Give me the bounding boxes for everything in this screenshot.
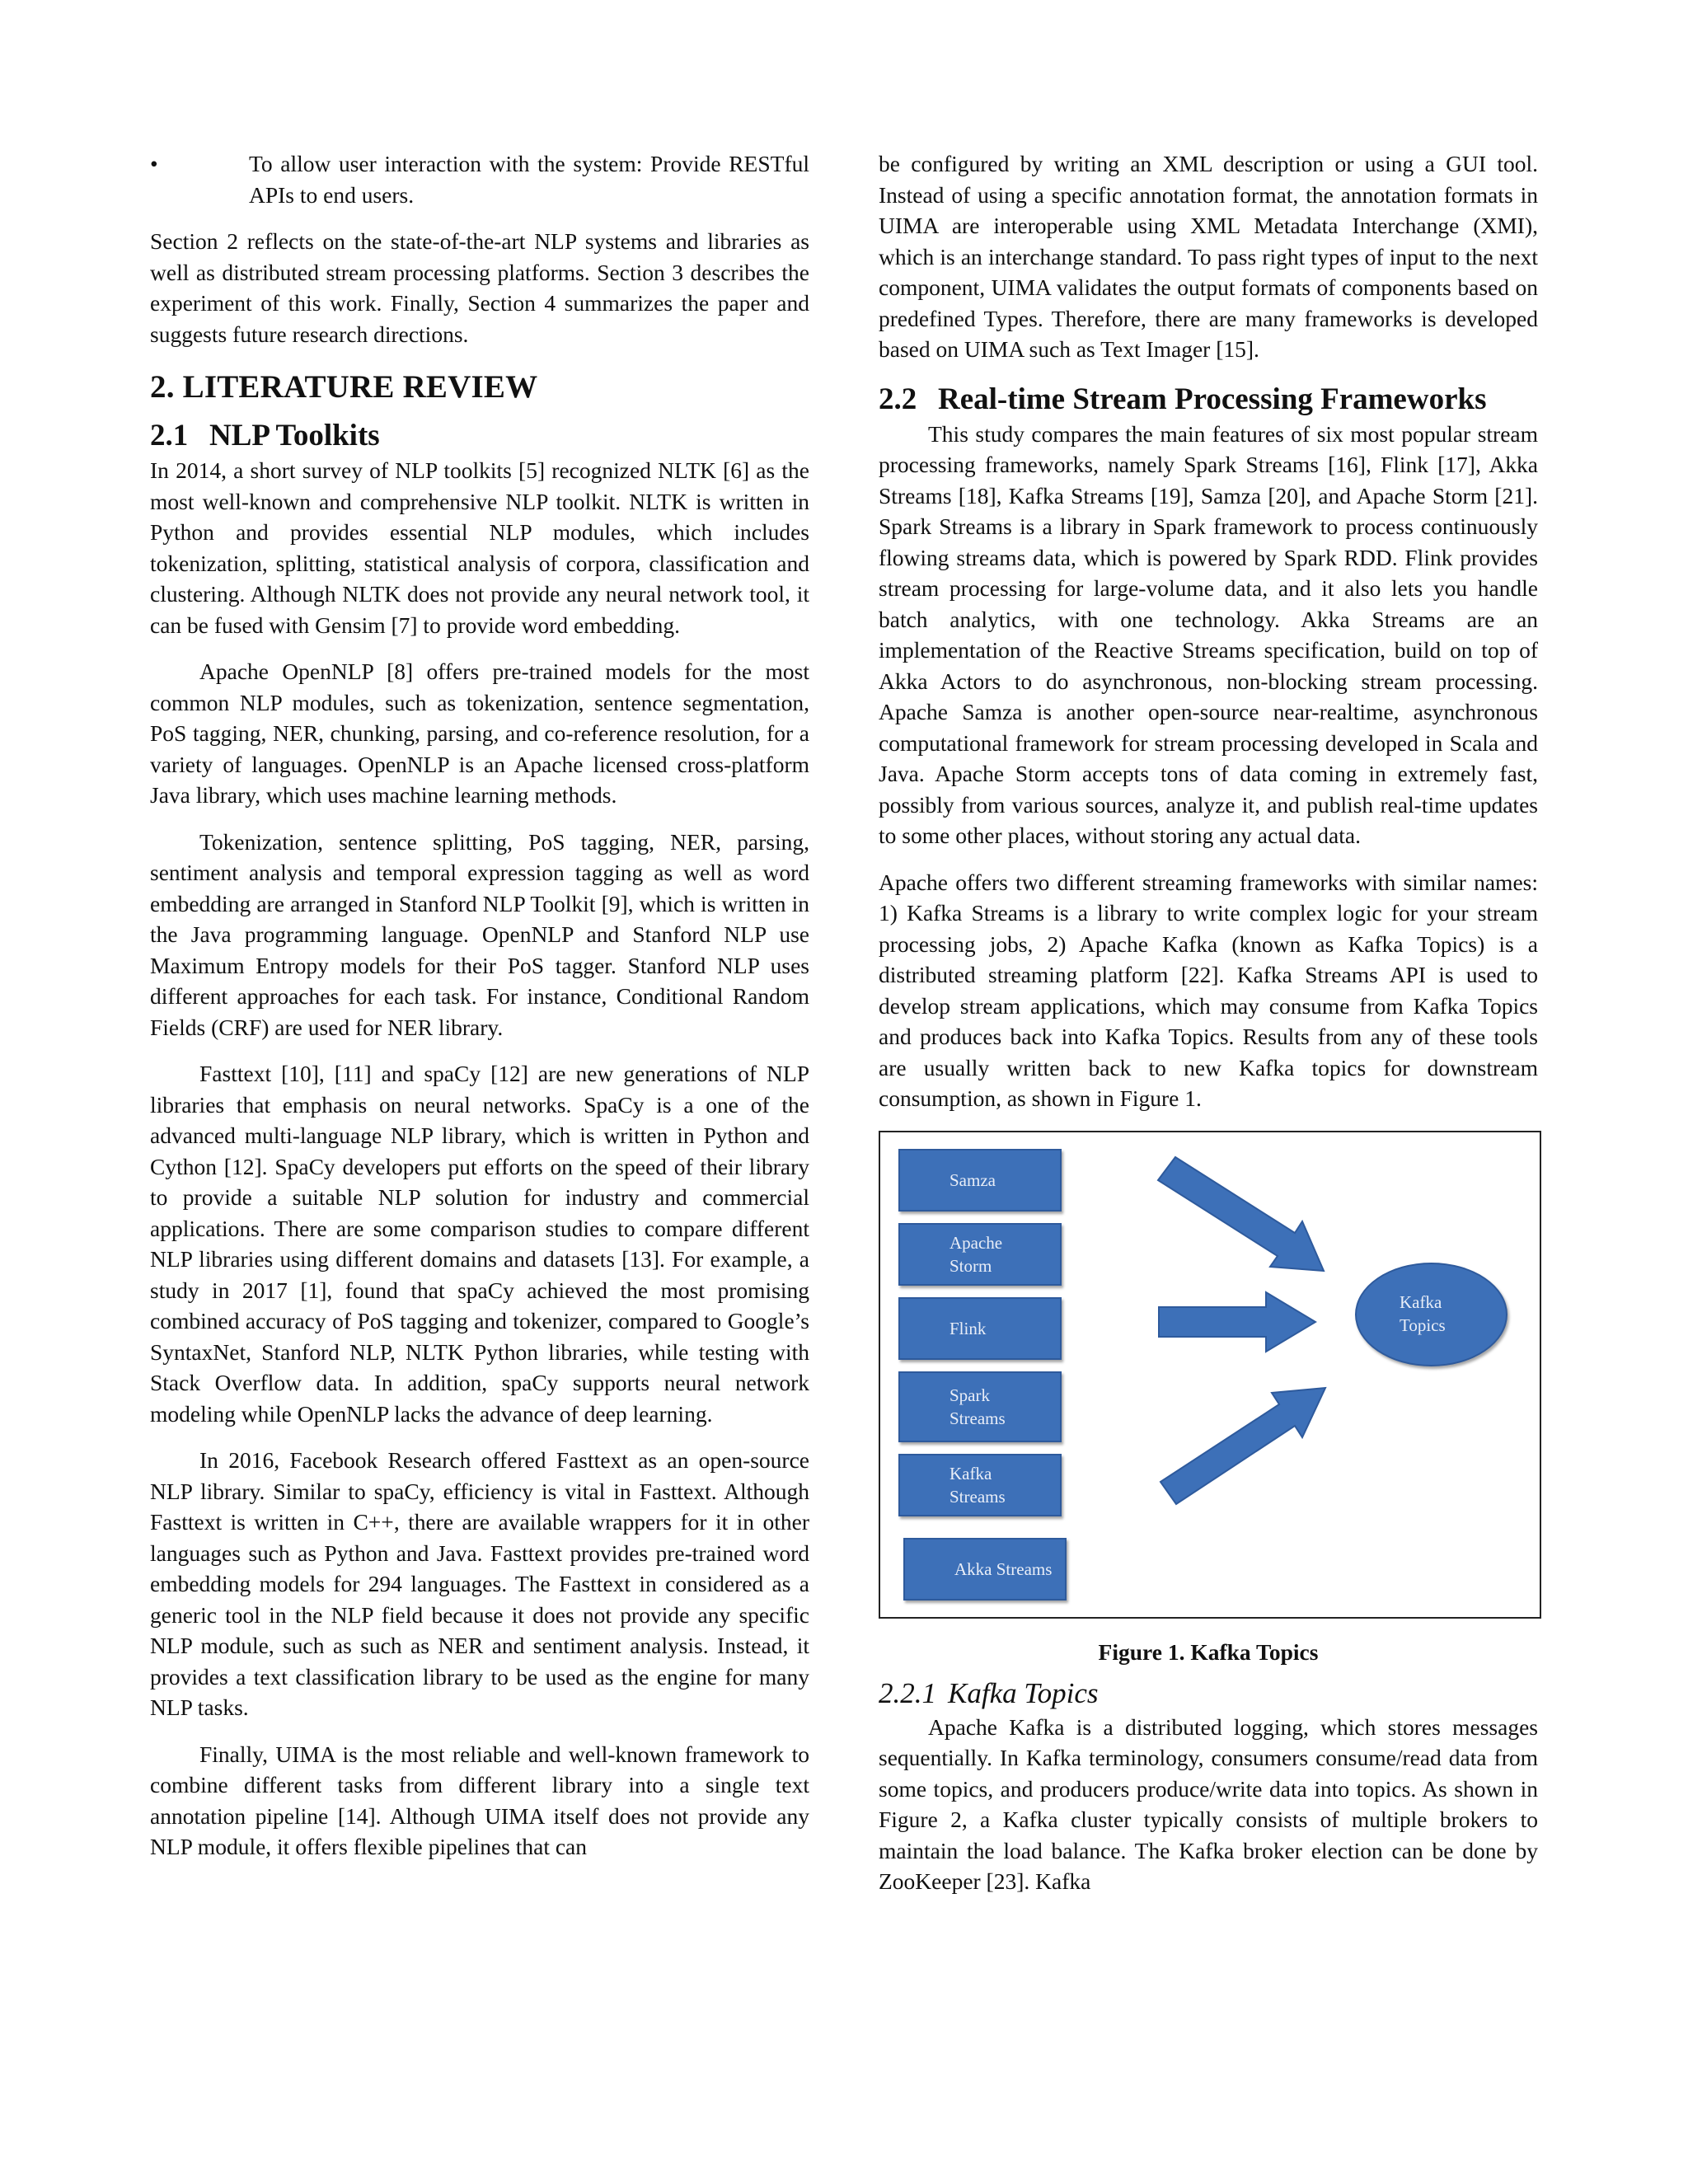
arrows xyxy=(880,1132,1543,1620)
bullet-symbol: • xyxy=(150,151,158,176)
arrow-right xyxy=(1159,1292,1315,1352)
box-apache-storm: Apache Storm xyxy=(898,1223,1062,1286)
bullet-item xyxy=(150,148,809,210)
paragraph-apache-kafka: Apache Kafka is a distributed logging, which stores messages sequentially. In Kafka terminology, consumers consume/read data from some topics, and producers produce/write data into topics. As shown in Figure 2, a Kafka cluster typically consists of multiple brokers to maintain the load balance. The Kafka broker election can be done by ZooKeeper [23]. Kafka xyxy=(879,1713,1538,1894)
ellipse-kafka-topics: Kafka Topics xyxy=(1355,1263,1507,1366)
subsection-heading-stream-frameworks xyxy=(879,381,1538,419)
paragraph-facebook-fasttext: In 2016, Facebook Research offered Fasttext as an open-source NLP library. Similar to spaCy, efficiency is vital in Fasttext. Although Fasttext is written in C++, there are available wrappers for it in other languages such as Python and Java. Fasttext provides pre-trained word embedding models for 294 languages. The Fasttext in considered as a generic tool in the NLP field because it does not provide any specific NLP module, such as such as NER and sentiment analysis. Instead, it provides a text classification library to be used as the engine for many NLP tasks. xyxy=(150,1447,809,1720)
paragraph-nltk: In 2014, a short survey of NLP toolkits [5] recognized NLTK [6] as the most well-known and comprehensive NLP toolkit. NLTK is written in Python and provides essential NLP modules, which includes tokenization, splitting, statistical analysis of corpora, classification and clustering. Although NLTK does not provide any neural network tool, it can be fused with Gensim [7] to provide word embedding. xyxy=(150,457,809,638)
subsection-number: 2.2 xyxy=(879,382,917,416)
section-heading xyxy=(150,368,809,407)
right-column xyxy=(879,148,1538,1897)
box-spark-streams: Spark Streams xyxy=(898,1371,1062,1442)
box-flink: Flink xyxy=(898,1297,1062,1360)
paragraph-stanford-nlp: Tokenization, sentence splitting, PoS tagging, NER, parsing, sentiment analysis and temporal expression tagging as well as word embedding are arranged in Stanford NLP Toolkit [9], which is written in the Java programming language. OpenNLP and Stanford NLP use Maximum Entropy models for their PoS tagger. Stanford NLP uses different approaches for each task. For instance, Conditional Random Fields (CRF) are used for NER library. xyxy=(150,828,809,1040)
arrow-up-right xyxy=(1160,1388,1325,1504)
paragraph-opennlp: Apache OpenNLP [8] offers pre-trained models for the most common NLP modules, such as tokenization, sentence segmentation, PoS tagging, NER, chunking, parsing, and co-reference resolution, for a variety of languages. OpenNLP is an Apache licensed cross-platform Java library, which uses machine learning methods. xyxy=(150,658,809,808)
box-kafka-streams: Kafka Streams xyxy=(898,1454,1062,1516)
subsection-number: 2.1 xyxy=(150,419,189,452)
paragraph-stream-frameworks: This study compares the main features of six most popular stream processing frameworks, namely Spark Streams [16], Flink [17], Akka Streams [18], Kafka Streams [19], Samza [20], and Apache Storm [21]. Spark Streams is a library in Spark framework to process continuously flowing streams data, which is powered by Spark RDD. Flink provides stream processing for large-volume data, and it also lets you handle batch analytics, with one technology. Akka Streams are an implementation of the Reactive Streams specification, build on top of Akka Actors to do asynchronous, non-blocking stream processing. Apache Samza is another open-source near-realtime, asynchronous computational framework for stream processing developed in Scala and Java. Apache Storm accepts tons of data coming in extremely fast, possibly from various sources, analyze it, and publish real-time updates to some other places, without storing any actual data. xyxy=(879,420,1538,848)
paragraph-uima-continued: be configured by writing an XML description or using a GUI tool. Instead of using a specific annotation format, the annotation formats in UIMA are interoperable using XML Metadata Interchange (XMI), which is an interchange standard. To pass right types of input to the next component, UIMA validates the output formats of components based on predefined Types. Therefore, there are many frameworks is developed based on UIMA such as Text Imager [15]. xyxy=(879,151,1538,362)
subsection-title: Real-time Stream Processing Frameworks xyxy=(938,382,1487,416)
left-column xyxy=(150,148,809,1863)
subsection-heading-nlp-toolkits xyxy=(150,417,809,455)
subsubsection-heading-kafka-topics xyxy=(879,1675,1538,1712)
paragraph-kafka-streams: Apache offers two different streaming frameworks with similar names: 1) Kafka Streams is a library to write complex logic for your stream processing jobs, 2) Apache Kafka (known as Kafka Topics) is a distributed streaming platform [22]. Kafka Streams API is used to develop stream applications, which may consume from Kafka Topics and produces back into Kafka Topics. Results from any of these tools are usually written back to new Kafka topics for downstream consumption, as shown in Figure 1. xyxy=(879,869,1538,1111)
subsubsection-number: 2.2.1 xyxy=(879,1676,936,1709)
intro-paragraph: Section 2 reflects on the state-of-the-art NLP systems and libraries as well as distributed stream processing platforms. Section 3 describes the experiment of this work. Finally, Section 4 summarizes the paper and suggests future research directions. xyxy=(150,228,809,347)
subsection-title: NLP Toolkits xyxy=(209,419,380,452)
box-samza: Samza xyxy=(898,1149,1062,1212)
box-akka-streams: Akka Streams xyxy=(903,1538,1067,1601)
arrow-down-right xyxy=(1158,1157,1324,1271)
figure-kafka-topics xyxy=(879,1131,1541,1619)
figure-caption: Figure 1. Kafka Topics xyxy=(1098,1638,1319,1665)
paragraph-uima: Finally, UIMA is the most reliable and well-known framework to combine different tasks from different library into a single text annotation pipeline [14]. Although UIMA itself does not provide any NLP module, it offers flexible pipelines that can xyxy=(150,1741,809,1859)
paragraph-fasttext-spacy: Fasttext [10], [11] and spaCy [12] are new generations of NLP libraries that emphasis on neural networks. SpaCy is a one of the advanced multi-language NLP library, which is written in Python and Cython [12]. SpaCy developers put efforts on the speed of their library to provide a suitable NLP solution for industry and commercial applications. There are some comparison studies to compare different NLP libraries using different domains and datasets [13]. For example, a study in 2017 [1], found that spaCy achieved the most promising combined accuracy of PoS tagging and tokenizer, compared to Google’s SyntaxNet, Stanford NLP, NLTK Python libraries, while testing with Stack Overflow data. In addition, spaCy supports neural network modeling while OpenNLP lacks the advance of deep learning. xyxy=(150,1061,809,1427)
section-title: LITERATURE REVIEW xyxy=(182,369,538,405)
subsubsection-title: Kafka Topics xyxy=(948,1676,1099,1709)
bullet-text: To allow user interaction with the system: Provide RESTful APIs to end users. xyxy=(249,151,809,208)
section-number: 2. xyxy=(150,369,175,405)
